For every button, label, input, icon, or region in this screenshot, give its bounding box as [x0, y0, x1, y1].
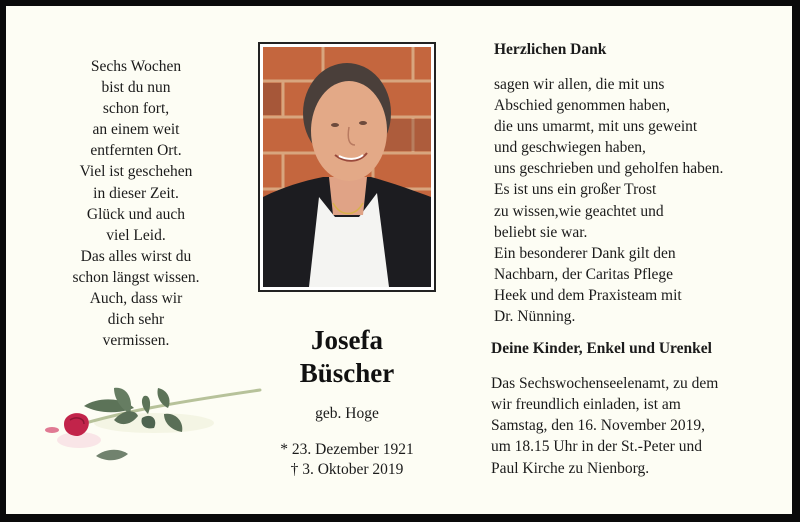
thanks-line: Heek und dem Praxisteam mit	[494, 286, 682, 304]
poem-line: Auch, dass wir	[89, 290, 183, 308]
poem-line: an einem weit	[92, 121, 180, 139]
thanks-line: Abschied genommen haben,	[494, 97, 671, 115]
memorial-mass-notice	[491, 373, 784, 478]
portrait-frame	[258, 42, 436, 292]
thanks-line: sagen wir allen, die mit uns	[494, 76, 665, 93]
poem-line: schon fort,	[102, 100, 170, 118]
thanks-line: uns geschrieben und geholfen haben.	[494, 160, 724, 178]
thanks-heading: Herzlichen Dank	[494, 41, 607, 58]
thanks-line: die uns umarmt, mit uns geweint	[494, 118, 698, 136]
family-signature: Deine Kinder, Enkel und Urenkel	[491, 340, 712, 358]
poem-line: Glück und auch	[86, 205, 186, 223]
deceased-name	[258, 324, 436, 390]
thanks-line: und geschwiegen haben,	[494, 139, 646, 157]
thanks-line: beliebt sie war.	[494, 223, 588, 241]
rose-icon	[34, 368, 264, 468]
life-dates	[238, 440, 456, 480]
mass-line: wir freundlich einladen, ist am	[491, 396, 681, 414]
maiden-name: geb. Hoge	[315, 405, 379, 422]
death-date: † 3. Oktober 2019	[290, 461, 404, 478]
thanks-text	[494, 74, 784, 327]
mass-line: um 18.15 Uhr in der St.-Peter und	[491, 438, 702, 456]
mass-line: Das Sechswochenseelenamt, zu dem	[491, 375, 719, 393]
last-name: Büscher	[299, 358, 395, 388]
portrait-photo	[263, 47, 431, 287]
poem-line: Viel ist geschehen	[79, 163, 193, 181]
poem-line: bist du nun	[101, 79, 171, 97]
memorial-card	[6, 6, 792, 514]
poem-line: viel Leid.	[106, 226, 166, 244]
mass-line: Samstag, den 16. November 2019,	[491, 417, 705, 435]
poem-line: schon längst wissen.	[72, 268, 200, 286]
thanks-column	[491, 40, 784, 479]
thanks-line: Nachbarn, der Caritas Pflege	[494, 265, 674, 283]
thanks-line: Es ist uns ein großer Trost	[494, 181, 657, 199]
thanks-line: zu wissen,wie geachtet und	[494, 202, 664, 220]
mass-line: Paul Kirche zu Nienborg.	[491, 459, 650, 477]
thanks-line: Dr. Nünning.	[494, 308, 576, 326]
poem-line: dich sehr	[107, 311, 165, 329]
poem-line: in dieser Zeit.	[93, 184, 179, 202]
poem-line: Das alles wirst du	[80, 247, 192, 265]
first-name: Josefa	[311, 325, 383, 355]
poem-line: entfernten Ort.	[90, 142, 182, 160]
thanks-line: Ein besonderer Dank gilt den	[494, 244, 676, 262]
poem-line: vermissen.	[102, 332, 170, 350]
poem-line: Sechs Wochen	[90, 58, 182, 75]
memorial-poem	[36, 56, 236, 351]
birth-date: * 23. Dezember 1921	[280, 441, 414, 458]
